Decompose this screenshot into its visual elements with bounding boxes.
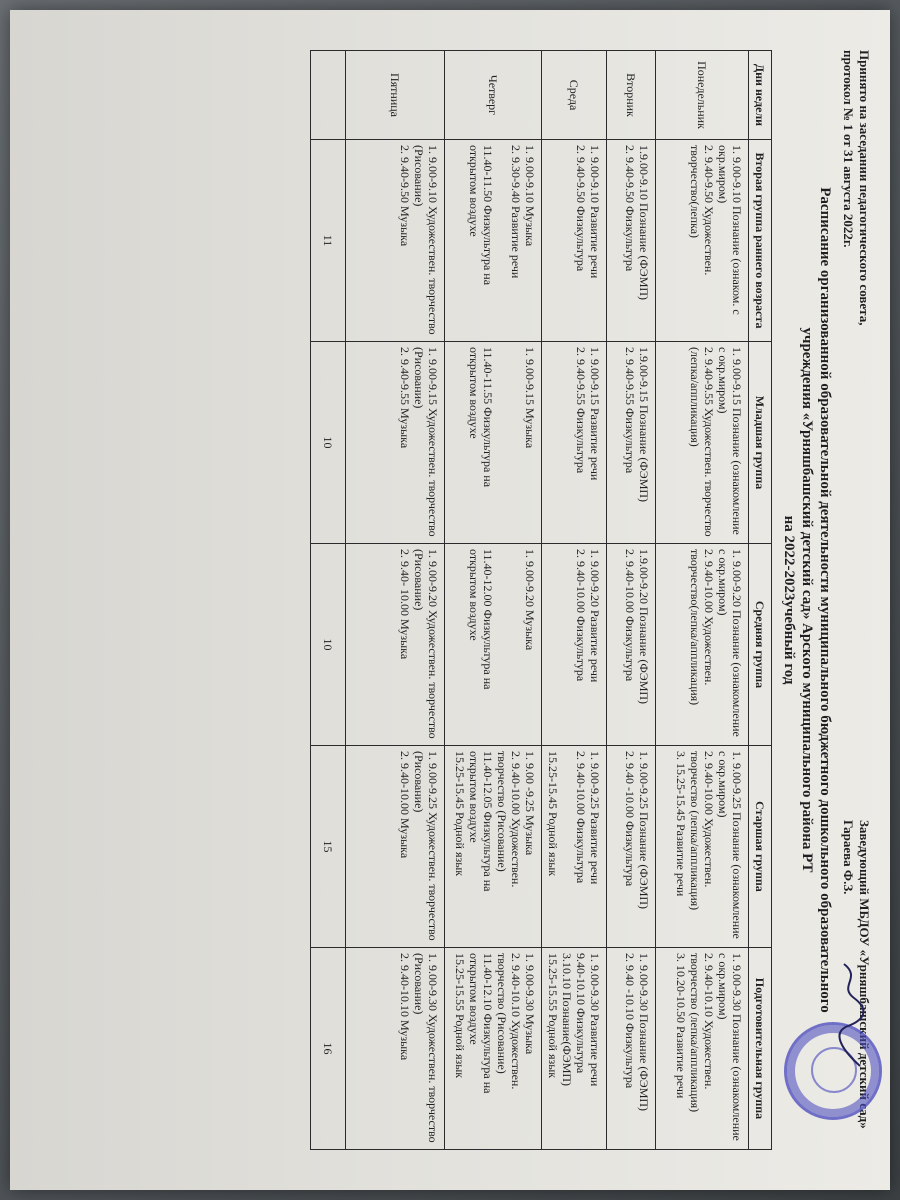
total-cell: 15 xyxy=(311,746,346,948)
schedule-cell xyxy=(656,544,749,746)
lesson-slot: 9.40-10.10 Физкультура xyxy=(574,953,588,1074)
schedule-document xyxy=(10,10,890,1190)
header-group-middle: Средняя группа xyxy=(749,544,772,746)
lesson-slot: 2. 9.40 -10.10 Физкультура xyxy=(623,953,637,1089)
lesson-slot: 2. 9.40-9.50 Физкультура xyxy=(574,145,588,272)
schedule-cell xyxy=(656,140,749,342)
schedule-cell xyxy=(656,342,749,544)
lesson-slot: 1. 9.00-9.25 Развитие речи xyxy=(588,751,602,885)
day-cell: Понедельник xyxy=(656,51,749,140)
lesson-slot: 1. 9.00-9.10 Художествен. творчество (Рисование) xyxy=(412,145,440,335)
lesson-slot: 1. 9.00-9.20 Развитие речи xyxy=(588,549,602,683)
head-line-1: Заведующий МБДОУ «Урняшбашский детский сад» xyxy=(857,820,872,1129)
schedule-cell xyxy=(607,140,656,342)
schedule-cell xyxy=(346,140,445,342)
title-line-2: учреждения «Урняшбашский детский сад» Арского муниципального района РТ xyxy=(799,327,815,873)
lesson-slot: 2. 9.40-9.55 Художествен. творчество (лепка/аппликация) xyxy=(688,347,716,537)
lesson-slot: 11.40-12.05 Физкультура на открытом воздухе xyxy=(467,751,495,892)
lesson-slot: 2. 9.40-10.00 Физкультура xyxy=(574,751,588,884)
lesson-slot: 15.25-15.45 Родной язык xyxy=(546,751,560,877)
lesson-slot: 11.40-12.10 Физкультура на открытом воздухе xyxy=(467,953,495,1094)
lesson-slot: 1. 9.00-9.25 Познание (ФЭМП) xyxy=(637,751,651,910)
lesson-slot: 15.25-15.55 Родной язык xyxy=(453,953,467,1079)
schedule-cell xyxy=(656,746,749,948)
schedule-cell xyxy=(607,746,656,948)
schedule-cell xyxy=(607,544,656,746)
lesson-slot: 2. 9.40-10.00 Художествен. творчество (лепка/аппликация) xyxy=(688,751,716,911)
approval-line-2: протокол № 1 от 31 августа 2022г. xyxy=(841,50,856,248)
day-cell: Среда xyxy=(542,51,607,140)
lesson-slot: 2. 9.30-9.40 Развитие речи xyxy=(509,145,523,279)
lesson-slot: 1. 9.00-9.25 Художествен. творчество (Рисование) xyxy=(412,751,440,941)
lesson-slot: 2. 9.40-10.00 Художествен. творчество (Рисование) xyxy=(495,751,523,888)
lesson-slot: 2. 9.40-10.00 Музыка xyxy=(398,751,412,859)
schedule-cell xyxy=(542,746,607,948)
schedule-cell xyxy=(346,746,445,948)
cell-gap xyxy=(495,347,509,538)
lesson-slot: 11.40-12.00 Физкультура на открытом воздухе xyxy=(467,549,495,690)
schedule-cell xyxy=(445,342,542,544)
totals-label-cell xyxy=(311,51,346,140)
lesson-slot: 1. 9.00-9.15 Развитие речи xyxy=(588,347,602,481)
lesson-slot: 3. 15.25-15.45 Развитие речи xyxy=(674,751,688,897)
lesson-slot: 1.9.00-9.10 Познание (ФЭМП) xyxy=(637,145,651,301)
schedule-cell xyxy=(656,948,749,1150)
header-row xyxy=(749,51,772,1150)
lesson-slot: 1. 9.00 -9.25 Музыка xyxy=(523,751,537,856)
header-group-senior: Старшая группа xyxy=(749,746,772,948)
day-cell: Пятница xyxy=(346,51,445,140)
schedule-cell xyxy=(607,948,656,1150)
total-cell: 11 xyxy=(311,140,346,342)
day-cell: Вторник xyxy=(607,51,656,140)
schedule-cell xyxy=(607,342,656,544)
totals-row xyxy=(311,51,346,1150)
schedule-cell xyxy=(445,544,542,746)
lesson-slot: 1. 9.00-9.25 Познание (ознакомление с окр.миром) xyxy=(716,751,744,939)
schedule-cell xyxy=(542,544,607,746)
lesson-slot: 11.40-11.50 Физкультура на открытом воздухе xyxy=(467,145,495,286)
lesson-slot: 1. 9.00-9.20 Музыка xyxy=(523,549,537,651)
lesson-slot: 1. 9.00-9.15 Познание (ознакомление с окр.миром) xyxy=(716,347,744,535)
lesson-slot: 2. 9.40-9.50 Физкультура xyxy=(623,145,637,272)
head-line-2: Гараева Ф.З. xyxy=(841,820,856,895)
lesson-slot: 2. 9.40-10.00 Физкультура xyxy=(623,549,637,682)
lesson-slot: 1. 9.00-9.10 Познание (ознаком. с окр.миром) xyxy=(716,145,744,315)
schedule-table xyxy=(310,50,772,1150)
lesson-slot: 2. 9.40-9.55 Музыка xyxy=(398,347,412,449)
approval-note xyxy=(840,50,872,390)
table-row xyxy=(542,51,607,1150)
schedule-cell xyxy=(445,948,542,1150)
cell-gap xyxy=(495,145,509,336)
schedule-cell xyxy=(542,140,607,342)
header-days: Дни недели xyxy=(749,51,772,140)
schedule-cell xyxy=(445,140,542,342)
header-group-junior: Младшая группа xyxy=(749,342,772,544)
lesson-slot: 2. 9.40-10.10 Художествен. творчество (лепка/аппликация) xyxy=(688,953,716,1113)
lesson-slot: 1. 9.00-9.30 Музыка xyxy=(523,953,537,1055)
table-row xyxy=(445,51,542,1150)
cell-gap xyxy=(560,751,574,942)
lesson-slot: 2. 9.40-9.55 Физкультура xyxy=(574,347,588,474)
lesson-slot: 1. 9.00-9.20 Познание (ознакомление с окр.миром) xyxy=(716,549,744,737)
table-row xyxy=(656,51,749,1150)
lesson-slot: 2. 9.40-10.10 Музыка xyxy=(398,953,412,1061)
document-title xyxy=(780,160,834,1040)
lesson-slot: 2. 9.40-9.50 Музыка xyxy=(398,145,412,247)
handwritten-signature xyxy=(834,960,868,1070)
lesson-slot: 1. 9.00-9.15 Художествен. творчество (Рисование) xyxy=(412,347,440,537)
schedule-cell xyxy=(542,948,607,1150)
schedule-cell xyxy=(346,948,445,1150)
lesson-slot: 11.40-11.55 Физкультура на открытом воздухе xyxy=(467,347,495,488)
cell-gap xyxy=(509,549,523,740)
lesson-slot: 2. 9.40-9.55 Физкультура xyxy=(623,347,637,474)
lesson-slot: 1. 9.00-9.30 Художествен. творчество (Рисование) xyxy=(412,953,440,1143)
approval-line-1: Принято на заседании педагогического совета, xyxy=(857,50,872,326)
schedule-cell xyxy=(445,746,542,948)
table-row xyxy=(607,51,656,1150)
lesson-slot: 1. 9.00-9.20 Художествен. творчество (Рисование) xyxy=(412,549,440,739)
lesson-slot: 3.10.10 Познание(ФЭМП) xyxy=(560,953,574,1087)
cell-gap xyxy=(509,347,523,538)
total-cell: 16 xyxy=(311,948,346,1150)
title-line-1: Расписание организованной образовательной деятельности муниципального бюджетного дошкольного образовательного xyxy=(817,187,833,1013)
title-line-3: на 2022-2023учебный год xyxy=(781,515,797,685)
lesson-slot: 2. 9.40-9.50 Художествен. творчество(лепка) xyxy=(688,145,716,276)
header-group-preparatory: Подготовительная группа xyxy=(749,948,772,1150)
schedule-cell xyxy=(346,544,445,746)
lesson-slot: 3. 10.20-10.50 Развитие речи xyxy=(674,953,688,1099)
lesson-slot: 1. 9.00-9.30 Познание (ФЭМП) xyxy=(637,953,651,1112)
lesson-slot: 2. 9.40-10.10 Художествен. творчество (Рисование) xyxy=(495,953,523,1090)
lesson-slot: 15.25-15.45 Родной язык xyxy=(453,751,467,877)
day-cell: Четверг xyxy=(445,51,542,140)
lesson-slot: 1.9.00-9.15 Познание (ФЭМП) xyxy=(637,347,651,503)
lesson-slot: 1.9.00-9.20 Познание (ФЭМП) xyxy=(637,549,651,705)
lesson-slot: 2. 9.40-10.00 Художествен. творчество(лепка/аппликация) xyxy=(688,549,716,706)
lesson-slot: 2. 9.40 -10.00 Физкультура xyxy=(623,751,637,887)
schedule-cell xyxy=(346,342,445,544)
lesson-slot: 1. 9.00-9.10 Музыка xyxy=(523,145,537,247)
schedule-cell xyxy=(542,342,607,544)
total-cell: 10 xyxy=(311,544,346,746)
lesson-slot: 1. 9.00-9.15 Музыка xyxy=(523,347,537,449)
table-row xyxy=(346,51,445,1150)
cell-gap xyxy=(495,549,509,740)
lesson-slot: 1. 9.00-9.30 Познание (ознакомление с окр.миром) xyxy=(716,953,744,1141)
lesson-slot: 1. 9.00-9.30 Развитие речи xyxy=(588,953,602,1087)
lesson-slot: 2. 9.40- 10.00 Музыка xyxy=(398,549,412,660)
lesson-slot: 1. 9.00-9.10 Развитие речи xyxy=(588,145,602,279)
lesson-slot: 15.25-15.55 Родной язык xyxy=(546,953,560,1079)
header-group-early: Вторая группа раннего возраста xyxy=(749,140,772,342)
total-cell: 10 xyxy=(311,342,346,544)
lesson-slot: 2. 9.40-10.00 Физкультура xyxy=(574,549,588,682)
